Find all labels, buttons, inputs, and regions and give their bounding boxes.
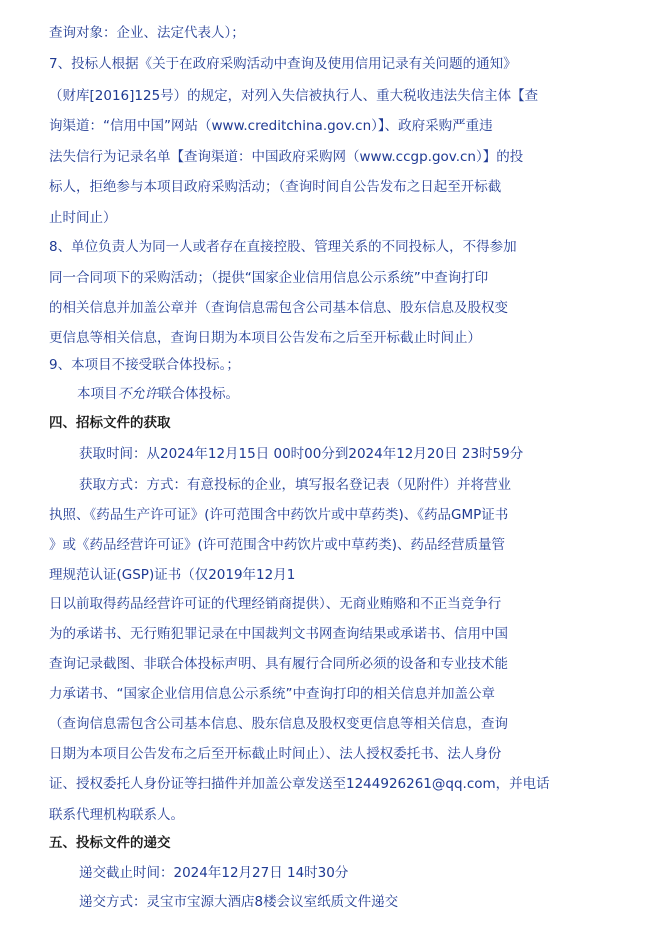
section-heading: 四、招标文件的获取 [49, 415, 171, 431]
text-line: 更信息等相关信息，查询日期为本项目公告发布之后至开标截止时间止） [49, 330, 481, 346]
text-line: 询渠道：“信用中国”网站（www.creditchina.gov.cn）】、政府采购严重违 [49, 118, 493, 134]
text-line: 联系代理机构联系人。 [49, 807, 184, 823]
text-line: （查询信息需包含公司基本信息、股东信息及股权变更信息等相关信息，查询 [49, 716, 508, 732]
text-line: 同一合同项下的采购活动；（提供“国家企业信用信息公示系统”中查询打印 [49, 270, 489, 286]
text-line: 理规范认证(GSP)证书（仅2019年12月1 [49, 567, 296, 583]
text-line: 查询对象：企业、法定代表人）； [49, 25, 245, 41]
text-line [77, 385, 239, 403]
text-line: 法失信行为记录名单【查询渠道：中国政府采购网（www.ccgp.gov.cn）】的投 [49, 149, 524, 165]
text-line: 获取方式：方式：有意投标的企业，填写报名登记表（见附件）并将营业 [79, 477, 511, 493]
text-line: 7、投标人根据《关于在政府采购活动中查询及使用信用记录有关问题的通知》 [49, 56, 517, 72]
text-line: 执照、《药品生产许可证》(许可范围含中药饮片或中草药类)、《药品GMP证书 [49, 507, 509, 523]
text-line: 止时间止） [49, 210, 117, 226]
text-line: 查询记录截图、非联合体投标声明、具有履行合同所必须的设备和专业技术能 [49, 656, 508, 672]
text-line: 获取时间：从2024年12月15日 00时00分到2024年12月20日 23时59分 [79, 446, 524, 462]
text-line: 递交截止时间：2024年12月27日 14时30分 [79, 865, 349, 881]
text-fragment: 联合体投标。 [158, 386, 239, 402]
section-heading: 五、投标文件的递交 [49, 835, 171, 851]
text-line: 日以前取得药品经营许可证的代理经销商提供）、无商业贿赂和不正当竞争行 [49, 596, 502, 612]
text-line: 标人，拒绝参与本项目政府采购活动；（查询时间自公告发布之日起至开标截 [49, 179, 502, 195]
text-line: 8、单位负责人为同一人或者存在直接控股、管理关系的不同投标人，不得参加 [49, 239, 517, 255]
text-line: 9、本项目不接受联合体投标。； [49, 357, 240, 373]
text-line: （财库[2016]125号）的规定，对列入失信被执行人、重大税收违法失信主体【查 [49, 88, 539, 104]
text-line: 证、授权委托人身份证等扫描件并加盖公章发送至1244926261@qq.com，并电话 [49, 776, 550, 792]
text-line: 》或《药品经营许可证》(许可范围含中药饮片或中草药类)、药品经营质量管 [49, 537, 506, 553]
text-line: 为的承诺书、无行贿犯罪记录在中国裁判文书网查询结果或承诺书、信用中国 [49, 626, 508, 642]
text-fragment: 本项目 [77, 386, 118, 402]
text-line: 递交方式：灵宝市宝源大酒店8楼会议室纸质文件递交 [79, 894, 399, 910]
text-line: 力承诺书、“国家企业信用信息公示系统”中查询打印的相关信息并加盖公章 [49, 686, 495, 702]
text-line: 日期为本项目公告发布之后至开标截止时间止）、法人授权委托书、法人身份 [49, 746, 502, 762]
text-line: 的相关信息并加盖公章并（查询信息需包含公司基本信息、股东信息及股权变 [49, 300, 508, 316]
emphasis-text: 不允许 [117, 386, 158, 402]
